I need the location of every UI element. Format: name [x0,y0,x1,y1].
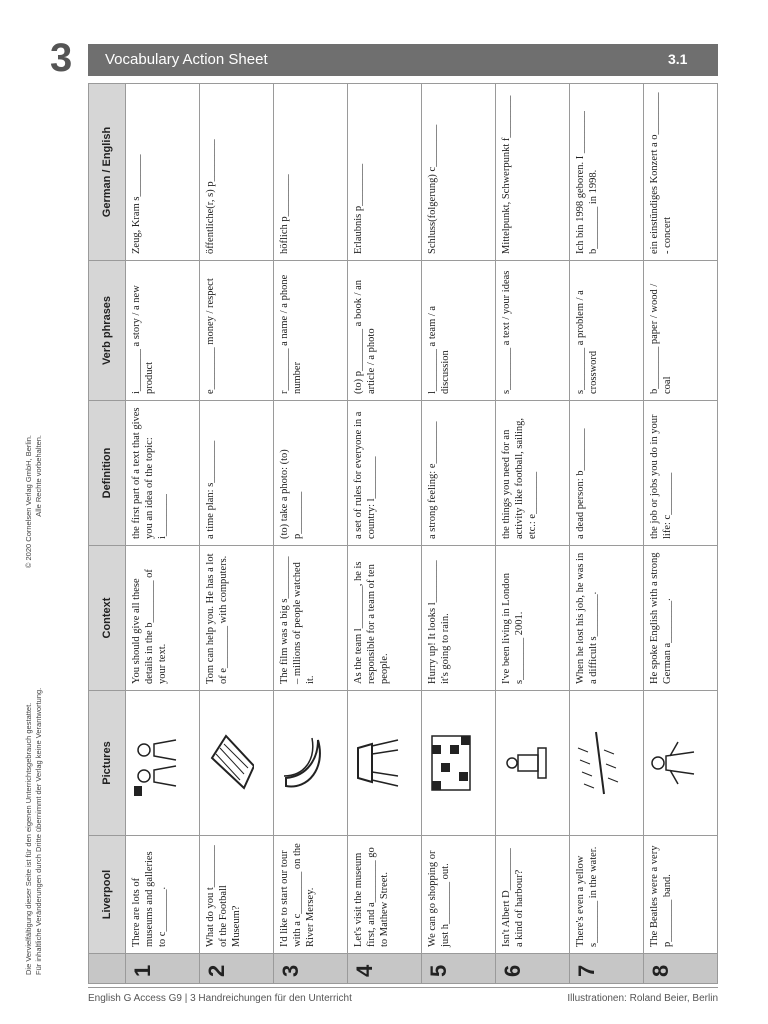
verb-phrase-text: b________ paper / wood / coal [649,283,673,394]
context-cell[interactable] [496,546,570,691]
german-english-cell[interactable] [200,84,274,261]
liverpool-cell[interactable] [348,836,422,954]
context-text: Tom can help you. He has a lot of e________ with computers. [205,553,229,684]
definition-text: a strong feeling: e________ [427,421,438,539]
side-notes [24,435,56,975]
definition-cell[interactable] [126,401,200,546]
german-english-cell[interactable] [126,84,200,261]
definition-cell[interactable] [570,401,644,546]
verb-phrase-cell[interactable] [644,261,718,401]
person-icon [690,728,701,798]
definition-text: a time plan: s________ [205,440,216,539]
liverpool-cell[interactable] [126,836,200,954]
german-english-text: Ich bin 1998 geboren. I ________ b________ in 1998. [575,111,599,254]
definition-text: the things you need for an activity like football, sailing, etc.: e________ [501,417,538,539]
table-row [496,84,570,984]
table-row [422,84,496,984]
liverpool-cell[interactable] [496,836,570,954]
definition-text: the job or jobs you do in your life: c________ [649,414,673,539]
verb-phrase-cell[interactable] [348,261,422,401]
crossword-icon [468,728,479,798]
header-pictures: Pictures [89,691,126,836]
german-english-text: ein einstündiges Konzert a o________ - concert [649,92,673,254]
verb-phrase-text: (to) p________ a book / an article / a photo [353,279,377,394]
liverpool-text: What do you t________ of the Football Museum? [205,845,242,947]
context-text: I've been living in London s________ 2001. [501,573,525,684]
table-row [274,84,348,984]
book-icon [246,728,257,798]
footer-credits: Illustrationen: Roland Beier, Berlin [567,993,718,1004]
liverpool-cell[interactable] [422,836,496,954]
liverpool-cell[interactable] [644,836,718,954]
german-english-cell[interactable] [348,84,422,261]
picture-cell [496,691,570,836]
side-note-line-1: Die Vervielfältigung dieser Seite ist für den eigenen Unterrichtsgebrauch gestattet. [24,702,33,975]
definition-cell[interactable] [496,401,570,546]
definition-text: a dead person: b________ [575,428,586,539]
definition-text: a set of rules for everyone in a country: l________ [353,411,377,539]
table-row [348,84,422,984]
context-text: When he lost his job, he was in a difficult s________. [575,552,599,684]
german-english-cell[interactable] [644,84,718,261]
german-english-text: Mittelpunkt, Schwerpunkt f________ [501,95,512,254]
row-number: 3 [274,954,348,984]
picture-cell [422,691,496,836]
context-text: As the team l________, he is responsible for a team of ten people. [353,561,390,684]
table-row [126,84,200,984]
picture-cell [200,691,274,836]
header-definition: Definition [89,401,126,546]
definition-text: (to) take a photo: (to) p________ [279,449,303,539]
page-title: Vocabulary Action Sheet [105,51,268,68]
verb-phrase-cell[interactable] [126,261,200,401]
german-english-cell[interactable] [274,84,348,261]
definition-cell[interactable] [644,401,718,546]
header-verb-phrases: Verb phrases [89,261,126,401]
table-row [200,84,274,984]
table-row [570,84,644,984]
context-text: Hurry up! It looks l________ it's going to rain. [427,560,451,684]
verb-phrase-cell[interactable] [200,261,274,401]
rain-icon [616,728,627,798]
copyright-line-2: Alle Rechte vorbehalten. [34,435,43,517]
vocab-table-wrapper [88,84,718,984]
team-meeting-icon [172,728,183,798]
picture-cell [274,691,348,836]
verb-phrase-cell[interactable] [422,261,496,401]
verb-phrase-text: i________ a story / a new product [131,285,155,394]
verb-phrase-cell[interactable] [570,261,644,401]
row-number: 4 [348,954,422,984]
liverpool-cell[interactable] [570,836,644,954]
context-text: He spoke English with a strong German a________. [649,552,673,684]
definition-cell[interactable] [274,401,348,546]
german-english-text: höflich p________ [279,174,290,254]
definition-cell[interactable] [422,401,496,546]
row-number: 8 [644,954,718,984]
german-english-text: Erlaubnis p________ [353,163,364,254]
picture-cell [126,691,200,836]
german-english-cell[interactable] [570,84,644,261]
scarf-icon [394,728,405,798]
section-number: 3.1 [668,51,688,67]
row-number: 6 [496,954,570,984]
german-english-cell[interactable] [496,84,570,261]
row-number: 7 [570,954,644,984]
verb-phrase-text: s________ a text / your ideas [501,270,512,394]
verb-phrase-text: e________ money / respect [205,278,216,394]
row-number: 2 [200,954,274,984]
footer-left: English G Access G9 | 3 Handreichungen für den Unterricht [88,993,352,1004]
header-liverpool: Liverpool [89,836,126,954]
context-text: You should give all these details in the b________ of your text. [131,569,168,684]
context-cell[interactable] [200,546,274,691]
definition-cell[interactable] [348,401,422,546]
row-number: 5 [422,954,496,984]
table-row [644,84,718,984]
liverpool-text: There are lots of museums and galleries to c________. [131,851,168,947]
liverpool-cell[interactable] [200,836,274,954]
liverpool-cell[interactable] [274,836,348,954]
context-cell[interactable] [126,546,200,691]
header-german-english: German / English [89,84,126,261]
context-cell[interactable] [274,546,348,691]
definition-text: the first part of a text that gives you an idea of the topic: i________ [131,407,168,539]
context-cell[interactable] [570,546,644,691]
verb-phrase-text: r________ a name / a phone number [279,274,303,394]
side-note-line-2: Für inhaltliche Veränderungen durch Dritte übernimmt der Verlag keine Verantwortung. [34,687,43,975]
verb-phrase-cell[interactable] [274,261,348,401]
liverpool-text: There's even a yellow s________ in the water. [575,846,599,947]
statue-icon [542,728,553,798]
num-header [89,954,126,984]
banana-icon [320,728,331,798]
context-cell[interactable] [348,546,422,691]
verb-phrase-cell[interactable] [496,261,570,401]
header-context: Context [89,546,126,691]
verb-phrase-text: l________ a team / a discussion [427,305,451,394]
liverpool-text: The Beatles were a very p________ band. [649,845,673,947]
vocab-table [88,83,718,984]
german-english-text: Schluss(folgerung) c________ [427,124,438,254]
context-text: The film was a big s________ – millions of people watched it. [279,556,316,684]
liverpool-text: Let's visit the museum first, and a________ go to Mathew Street. [353,847,390,947]
liverpool-text: Isn't Albert D________ a kind of harbour? [501,848,525,947]
verb-phrase-text: s________ a problem / a crossword [575,290,599,394]
picture-cell [570,691,644,836]
german-english-cell[interactable] [422,84,496,261]
context-cell[interactable] [422,546,496,691]
copyright-line-1: © 2020 Cornelsen Verlag GmbH, Berlin. [24,435,33,569]
row-number: 1 [126,954,200,984]
context-cell[interactable] [644,546,718,691]
footer-line [88,987,718,988]
german-english-text: Zeug, Kram s________ [131,154,142,254]
definition-cell[interactable] [200,401,274,546]
picture-cell [644,691,718,836]
german-english-text: öffentliche(r, s) p________ [205,139,216,254]
picture-cell [348,691,422,836]
chapter-number: 3 [50,36,73,80]
liverpool-text: We can go shopping or just h________ out. [427,850,451,947]
liverpool-text: I'd like to start our tour with a c________ on the River Mersey. [279,843,316,947]
